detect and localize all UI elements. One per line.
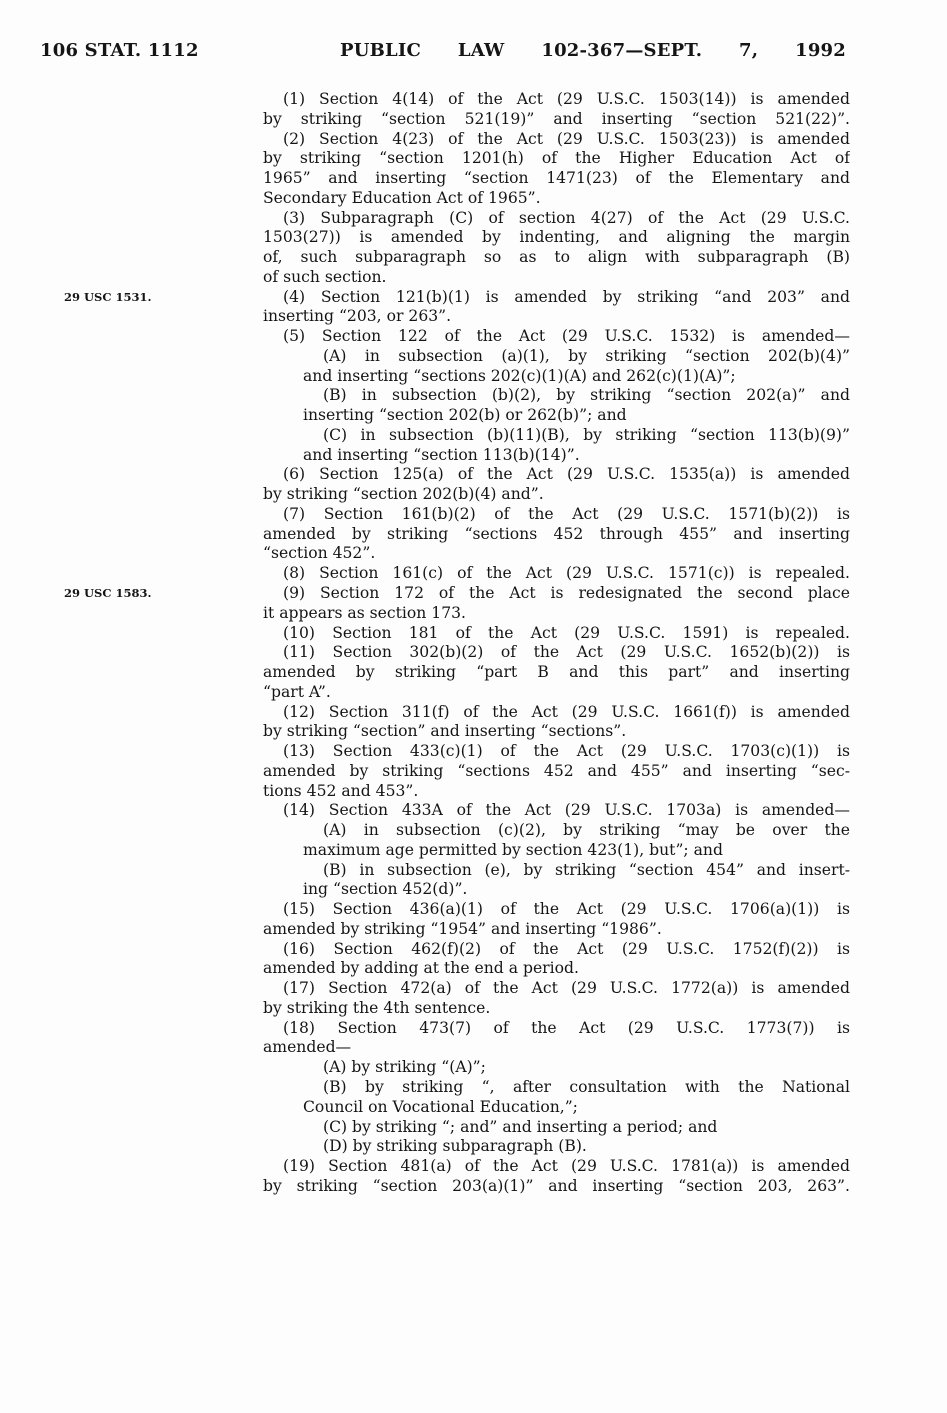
text-line: amended by adding at the end a period. [263,959,579,978]
text-line: amended— [263,1038,352,1057]
text-line: (17) Section 472(a) of the Act (29 U.S.C. 1772(a)) is amended [283,979,850,998]
text-line: (3) Subparagraph (C) of section 4(27) of the Act (29 U.S.C. [283,208,850,227]
text-line: and inserting “sections 202(c)(1)(A) and 262(c)(1)(A)”; [303,366,736,385]
text-line: (16) Section 462(f)(2) of the Act (29 U.S.C. 1752(f)(2)) is [283,939,850,958]
text-line: inserting “section 202(b) or 262(b)”; and [303,406,627,425]
text-line: inserting “203, or 263”. [263,307,452,326]
text-line: (11) Section 302(b)(2) of the Act (29 U.S.C. 1652(b)(2)) is [283,643,850,662]
text-line: (14) Section 433A of the Act (29 U.S.C. 1703a) is amended— [283,801,850,820]
text-line: tions 452 and 453”. [263,781,419,800]
text-line: maximum age permitted by section 423(1), but”; and [303,840,723,859]
text-line: (15) Section 436(a)(1) of the Act (29 U.S.C. 1706(a)(1)) is [283,900,850,919]
text-line: (13) Section 433(c)(1) of the Act (29 U.S.C. 1703(c)(1)) is [283,742,850,761]
text-line: amended by striking “1954” and inserting “1986”. [263,919,662,938]
margin-note: 29 USC 1583. [64,586,152,600]
text-line: (8) Section 161(c) of the Act (29 U.S.C. 1571(c)) is repealed. [283,564,850,583]
text-line: amended by striking “sections 452 through 455” and inserting [263,524,850,543]
text-line: Secondary Education Act of 1965”. [263,188,541,207]
text-line: (A) by striking “(A)”; [323,1058,486,1077]
text-line: (19) Section 481(a) of the Act (29 U.S.C. 1781(a)) is amended [283,1157,850,1176]
text-line: (4) Section 121(b)(1) is amended by striking “and 203” and [283,287,850,306]
text-line: (A) in subsection (a)(1), by striking “section 202(b)(4)” [323,346,850,365]
text-line: (1) Section 4(14) of the Act (29 U.S.C. 1503(14)) is amended [283,90,850,108]
text-line: (B) in subsection (b)(2), by striking “section 202(a)” and [323,386,850,405]
text-line: by striking “section 202(b)(4) and”. [263,485,544,504]
text-line: by striking “section 203(a)(1)” and inserting “section 203, 263”. [263,1176,850,1195]
text-line: amended by striking “sections 452 and 455” and inserting “sec- [263,761,850,780]
text-line: “section 452”. [263,544,376,563]
text-line: (9) Section 172 of the Act is redesignated the second place [283,584,850,602]
text-line: (10) Section 181 of the Act (29 U.S.C. 1591) is repealed. [283,623,850,642]
text-line: (6) Section 125(a) of the Act (29 U.S.C. 1535(a)) is amended [283,465,850,484]
page-stat-number: 106 STAT. 1112 [40,40,199,61]
text-line: and inserting “section 113(b)(14)”. [303,445,580,464]
text-line: “part A”. [263,682,331,701]
text-line: of, such subparagraph so as to align with subparagraph (B) [263,248,850,267]
text-line: by striking “section 521(19)” and inserting “section 521(22)”. [263,109,850,128]
text-line: (5) Section 122 of the Act (29 U.S.C. 1532) is amended— [283,327,850,346]
text-line: (2) Section 4(23) of the Act (29 U.S.C. 1503(23)) is amended [283,129,850,148]
text-line: (C) by striking “; and” and inserting a period; and [323,1117,718,1136]
margin-note: 29 USC 1531. [64,289,152,304]
text-line: it appears as section 173. [263,603,466,622]
text-line: ing “section 452(d)”. [303,880,468,899]
text-line: (7) Section 161(b)(2) of the Act (29 U.S.C. 1571(b)(2)) is [283,504,850,523]
text-line: amended by striking “part B and this part” and inserting [263,663,850,682]
text-line: (18) Section 473(7) of the Act (29 U.S.C. 1773(7)) is [283,1018,850,1037]
text-line: (D) by striking subparagraph (B). [323,1137,587,1156]
text-line: (B) by striking “, after consultation with the National [323,1078,850,1096]
text-line: by striking “section” and inserting “sections”. [263,722,627,741]
text-line: Council on Vocational Education,”; [303,1097,578,1116]
text-line: by striking the 4th sentence. [263,998,491,1017]
text-line: of such section. [263,267,387,286]
text-line: (A) in subsection (c)(2), by striking “may be over the [323,821,850,840]
text-line: (C) in subsection (b)(11)(B), by striking “section 113(b)(9)” [323,425,850,444]
text-line: (12) Section 311(f) of the Act (29 U.S.C. 1661(f)) is amended [283,702,850,721]
text-line: by striking “section 1201(h) of the Higher Education Act of [263,149,850,168]
text-line: 1965” and inserting “section 1471(23) of the Elementary and [263,169,850,188]
text-line: (B) in subsection (e), by striking “section 454” and insert- [323,860,850,879]
text-line: 1503(27)) is amended by indenting, and aligning the margin [263,228,850,247]
running-header: PUBLIC LAW 102-367—SEPT. 7, 1992 [340,40,846,61]
